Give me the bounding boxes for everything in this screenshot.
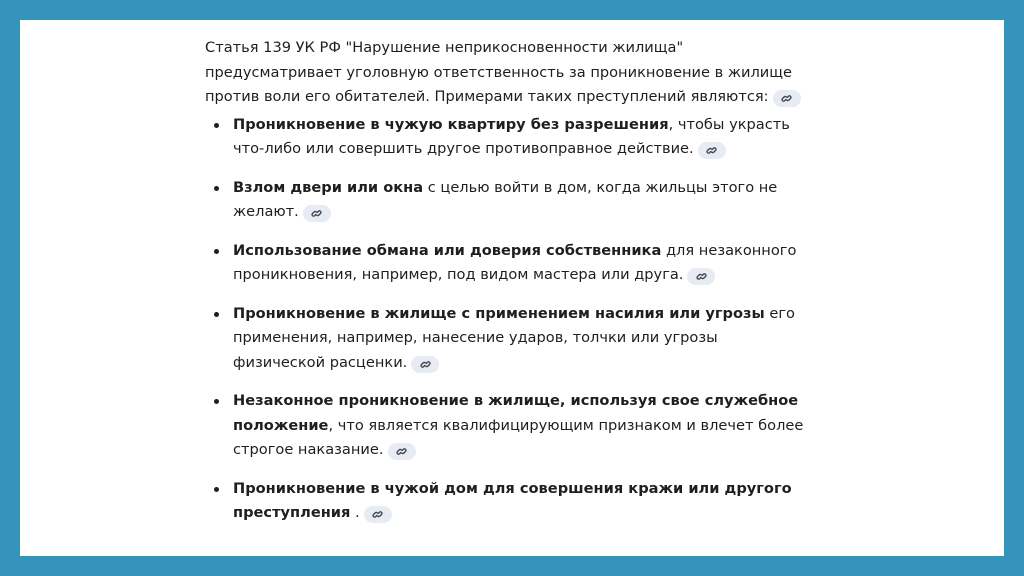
citation-link-button[interactable] (773, 90, 801, 107)
screenshot-frame (20, 20, 1004, 556)
list-item-bold: Незаконное проникновение в жилище, используя свое служебное положение (233, 392, 799, 434)
citation-link-button[interactable] (698, 142, 726, 159)
list-item-bold: Проникновение в жилище с применением насилия или угрозы (233, 304, 765, 322)
citation-link-button[interactable] (411, 356, 439, 373)
citation-link-button[interactable] (388, 443, 416, 460)
citation-link-button[interactable] (364, 506, 392, 523)
link-icon (420, 359, 431, 370)
citation-link-button[interactable] (303, 205, 331, 222)
link-icon (372, 509, 383, 520)
list-item (205, 389, 805, 463)
intro-paragraph (205, 36, 805, 110)
list-item-text: для незаконного проникновения, например, под видом мастера или друга. (233, 241, 797, 283)
list-item-text: , чтобы украсть что-либо или совершить другое противоправное действие. (233, 115, 790, 157)
list-item (205, 176, 805, 225)
answer-content (205, 36, 805, 540)
link-icon (706, 145, 717, 156)
link-icon (311, 208, 322, 219)
list-item-bold: Проникновение в чужую квартиру без разрешения (233, 115, 669, 133)
list-item-text: , что является квалифицирующим признаком и влечет более строгое наказание. (233, 416, 804, 458)
intro-text: Статья 139 УК РФ "Нарушение неприкосновенности жилища" предусматривает уголовную ответственность за проникновение в жилище против воли его обитателей. Примерами таких преступлений являются: (205, 39, 792, 105)
citation-link-button[interactable] (687, 268, 715, 285)
list-item (205, 302, 805, 376)
list-item-text: с целью войти в дом, когда жильцы этого не желают. (233, 178, 778, 220)
link-icon (696, 271, 707, 282)
examples-list (205, 113, 805, 526)
list-item (205, 113, 805, 162)
link-icon (396, 446, 407, 457)
list-item-bold: Использование обмана или доверия собственника (233, 241, 662, 259)
list-item (205, 477, 805, 526)
list-item-bold: Взлом двери или окна (233, 178, 424, 196)
list-item-text: его применения, например, нанесение ударов, толчки или угрозы физической расценки. (233, 304, 795, 371)
link-icon (781, 93, 792, 104)
list-item (205, 239, 805, 288)
list-item-text: . (350, 504, 360, 521)
list-item-bold: Проникновение в чужой дом для совершения кражи или другого преступления (233, 479, 792, 521)
